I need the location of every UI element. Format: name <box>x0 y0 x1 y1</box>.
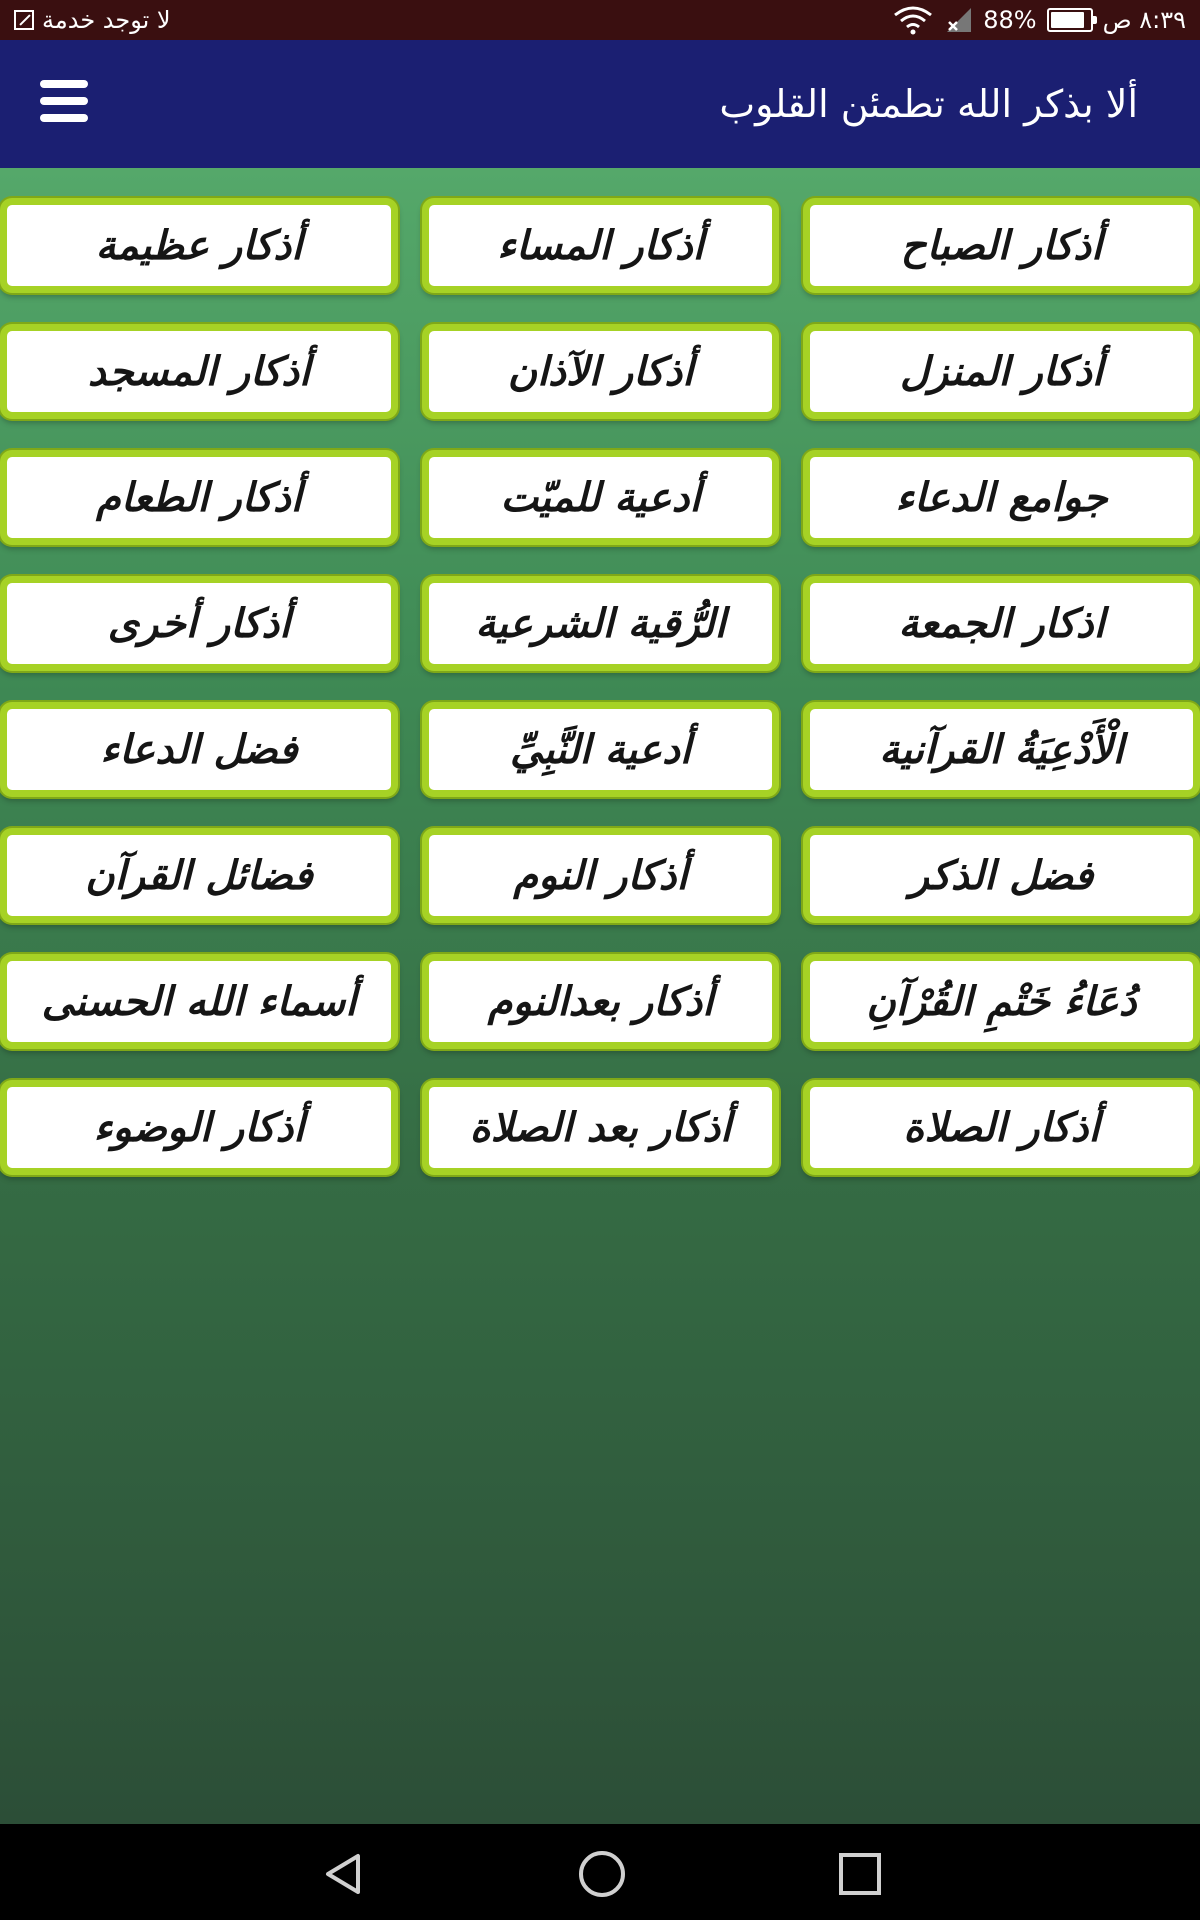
wifi-icon <box>893 5 933 35</box>
recent-apps-icon[interactable] <box>834 1848 886 1900</box>
no-sim-icon <box>14 10 34 30</box>
menu-button[interactable]: فضائل القرآن <box>0 828 398 923</box>
menu-button[interactable]: أذكار الصلاة <box>803 1080 1200 1175</box>
menu-button[interactable]: جوامع الدعاء <box>803 450 1200 545</box>
menu-grid <box>0 198 1200 1175</box>
menu-button[interactable]: أذكار أخرى <box>0 576 398 671</box>
content-area <box>0 168 1200 1824</box>
menu-button[interactable]: أذكار بعدالنوم <box>422 954 779 1049</box>
menu-button[interactable]: أذكار المنزل <box>803 324 1200 419</box>
menu-button[interactable]: أذكار المسجد <box>0 324 398 419</box>
menu-button[interactable]: أذكار بعد الصلاة <box>422 1080 779 1175</box>
menu-button[interactable]: فضل الذكر <box>803 828 1200 923</box>
menu-button[interactable]: اذكار الجمعة <box>803 576 1200 671</box>
menu-button[interactable]: أذكار الصباح <box>803 198 1200 293</box>
clock: ٨:٣٩ ص <box>1102 6 1186 34</box>
menu-button[interactable]: أذكار المساء <box>422 198 779 293</box>
menu-button[interactable]: فضل الدعاء <box>0 702 398 797</box>
menu-button[interactable]: الْأَدْعِيَةُ القرآنية <box>803 702 1200 797</box>
battery-icon <box>1047 8 1093 32</box>
home-icon[interactable] <box>576 1848 628 1900</box>
hamburger-menu-icon[interactable] <box>36 80 92 130</box>
back-icon[interactable] <box>318 1848 370 1900</box>
menu-button[interactable]: أذكار الطعام <box>0 450 398 545</box>
menu-button[interactable]: أدعية للميّت <box>422 450 779 545</box>
battery-fill <box>1051 12 1084 28</box>
signal-icon <box>943 6 973 34</box>
status-left-group <box>14 0 171 40</box>
app-bar <box>0 40 1200 168</box>
carrier-text: لا توجد خدمة <box>42 6 171 34</box>
menu-button[interactable]: أذكار النوم <box>422 828 779 923</box>
battery-percent: 88% <box>983 6 1037 34</box>
system-nav-bar <box>0 1824 1200 1920</box>
status-right-group <box>893 0 1186 40</box>
menu-button[interactable]: أذكار الآذان <box>422 324 779 419</box>
menu-button[interactable]: أدعية النَّبِيِّ <box>422 702 779 797</box>
status-bar <box>0 0 1200 40</box>
page-title: ألا بذكر الله تطمئن القلوب <box>719 82 1138 126</box>
menu-button[interactable]: أسماء الله الحسنى <box>0 954 398 1049</box>
menu-button[interactable]: أذكار الوضوء <box>0 1080 398 1175</box>
menu-button[interactable]: أذكار عظيمة <box>0 198 398 293</box>
menu-button[interactable]: الرُّقية الشرعية <box>422 576 779 671</box>
menu-button[interactable]: دُعَاءُ خَتْمِ القُرْآنِ <box>803 954 1200 1049</box>
